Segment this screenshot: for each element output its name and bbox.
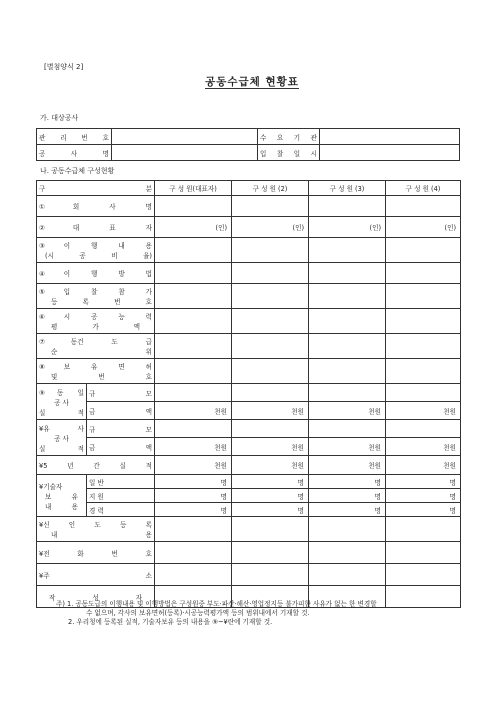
person-unit: 명 bbox=[232, 503, 309, 517]
mgmt-no-label: 관 리 번 호 bbox=[37, 129, 112, 145]
person-unit: 명 bbox=[386, 489, 461, 503]
company-cell[interactable] bbox=[155, 196, 232, 217]
note-1a: 주) 1. 공동도급의 이행내용 및 이행방법은 구성원중 부도·파산·해산·영업정지등 불가피한 사유가 없는 한 변경할 bbox=[56, 600, 377, 608]
scale-label: 규 모 bbox=[87, 420, 155, 438]
similar-work-label: ¥유 사 공 사 실 적 bbox=[37, 420, 87, 456]
note-1b: 수 없으며, 각사의 보유면허(등록)·시공능력평가액 등의 범위내에서 기재할 것. bbox=[86, 609, 310, 617]
bid-reg-cell[interactable] bbox=[386, 284, 461, 309]
phone-cell[interactable] bbox=[155, 542, 232, 564]
section-a-heading: 가. 대상공사 bbox=[40, 114, 79, 122]
perf-cell[interactable] bbox=[155, 238, 232, 263]
bid-reg-cell[interactable] bbox=[155, 284, 232, 309]
credit-rank-label: ⑦동건 도 급 순 위 bbox=[37, 334, 155, 359]
phone-label: ¥전 화 번 호 bbox=[37, 542, 155, 564]
tech-support-label: 지 원 bbox=[87, 489, 155, 503]
won-unit: 천원 bbox=[386, 438, 461, 456]
author-label: 작 성 자 bbox=[37, 586, 155, 608]
license-cell[interactable] bbox=[155, 359, 232, 384]
phone-cell[interactable] bbox=[309, 542, 386, 564]
address-cell[interactable] bbox=[386, 564, 461, 586]
won-unit: 천원 bbox=[386, 402, 461, 420]
license-cell[interactable] bbox=[386, 359, 461, 384]
method-cell[interactable] bbox=[386, 263, 461, 284]
person-unit: 명 bbox=[309, 475, 386, 489]
address-label: ¥주 소 bbox=[37, 564, 155, 586]
demand-agency-label: 수 요 기 관 bbox=[258, 129, 320, 145]
method-cell[interactable] bbox=[309, 263, 386, 284]
seal-mark: (인) bbox=[155, 217, 232, 238]
project-info-table bbox=[36, 128, 460, 161]
credit-cell[interactable] bbox=[386, 334, 461, 359]
license-cell[interactable] bbox=[309, 359, 386, 384]
person-unit: 명 bbox=[309, 503, 386, 517]
bid-reg-cell[interactable] bbox=[309, 284, 386, 309]
person-unit: 명 bbox=[232, 489, 309, 503]
similar-scale-cell[interactable] bbox=[232, 420, 309, 438]
amount-label: 금 액 bbox=[87, 438, 155, 456]
won-unit: 천원 bbox=[232, 438, 309, 456]
method-label: ④이 행 방 법 bbox=[37, 263, 155, 284]
seal-mark: (인) bbox=[309, 217, 386, 238]
credit-cell[interactable] bbox=[155, 334, 232, 359]
capacity-cell[interactable] bbox=[309, 309, 386, 334]
won-unit: 천원 bbox=[232, 402, 309, 420]
credit-cell[interactable] bbox=[232, 334, 309, 359]
similar-scale-cell[interactable] bbox=[155, 420, 232, 438]
won-unit: 천원 bbox=[309, 438, 386, 456]
seal-mark: (인) bbox=[386, 217, 461, 238]
credit-grade-cell[interactable] bbox=[309, 517, 386, 542]
perf-cell[interactable] bbox=[386, 238, 461, 263]
tech-career-label: 경 력 bbox=[87, 503, 155, 517]
credit-grade-label: ¥신 인 도 등 록 내 용 bbox=[37, 517, 155, 542]
page-title: 공동수급체 현황표 bbox=[205, 76, 299, 88]
consortium-table bbox=[36, 180, 461, 608]
person-unit: 명 bbox=[386, 503, 461, 517]
capacity-cell[interactable] bbox=[386, 309, 461, 334]
scale-label: 규 모 bbox=[87, 384, 155, 402]
address-cell[interactable] bbox=[309, 564, 386, 586]
author-cell[interactable] bbox=[386, 586, 461, 608]
person-unit: 명 bbox=[155, 489, 232, 503]
company-label: ①회 사 명 bbox=[37, 196, 155, 217]
won-unit: 천원 bbox=[232, 456, 309, 475]
col-header-1: 구 성 원(대표자) bbox=[155, 181, 232, 196]
won-unit: 천원 bbox=[386, 456, 461, 475]
note-2: 2. 우리청에 등록된 실적, 기술자보유 등의 내용을 ⑨~¥란에 기재할 것. bbox=[68, 618, 273, 626]
perf-cell[interactable] bbox=[309, 238, 386, 263]
address-cell[interactable] bbox=[155, 564, 232, 586]
bid-reg-cell[interactable] bbox=[232, 284, 309, 309]
won-unit: 천원 bbox=[155, 438, 232, 456]
section-b-heading: 나. 공동수급체 구성현황 bbox=[40, 167, 115, 175]
company-cell[interactable] bbox=[309, 196, 386, 217]
title-underline bbox=[205, 88, 299, 89]
same-scale-cell[interactable] bbox=[155, 384, 232, 402]
form-label: [별첨양식 2] bbox=[44, 63, 84, 71]
license-label: ⑧보 유 면 허 및 번 호 bbox=[37, 359, 155, 384]
won-unit: 천원 bbox=[155, 402, 232, 420]
credit-cell[interactable] bbox=[309, 334, 386, 359]
tech-general-label: 일 반 bbox=[87, 475, 155, 489]
capacity-label: ⑥시 공 능 력 평 가 액 bbox=[37, 309, 155, 334]
credit-grade-cell[interactable] bbox=[155, 517, 232, 542]
person-unit: 명 bbox=[155, 475, 232, 489]
bid-date-label: 입 찰 일 시 bbox=[258, 145, 320, 161]
person-unit: 명 bbox=[386, 475, 461, 489]
perf-ratio-label: ③이 행 내 용 (시 공 비 율) bbox=[37, 238, 155, 263]
same-scale-cell[interactable] bbox=[309, 384, 386, 402]
capacity-cell[interactable] bbox=[232, 309, 309, 334]
col-header-4: 구 성 원 (4) bbox=[386, 181, 461, 196]
method-cell[interactable] bbox=[155, 263, 232, 284]
won-unit: 천원 bbox=[309, 456, 386, 475]
same-scale-cell[interactable] bbox=[386, 384, 461, 402]
similar-scale-cell[interactable] bbox=[309, 420, 386, 438]
person-unit: 명 bbox=[309, 489, 386, 503]
capacity-cell[interactable] bbox=[155, 309, 232, 334]
project-name-field[interactable] bbox=[112, 145, 258, 161]
five-year-label: ¥5 년 간 실 적 bbox=[37, 456, 155, 475]
bid-date-field[interactable] bbox=[320, 145, 460, 161]
corner-label: 구 분 bbox=[37, 181, 155, 196]
notes bbox=[56, 600, 377, 627]
project-name-label: 공 사 명 bbox=[37, 145, 112, 161]
credit-grade-cell[interactable] bbox=[232, 517, 309, 542]
seal-mark: (인) bbox=[232, 217, 309, 238]
bid-reg-label: ⑤입 찰 참 가 등 록 번 호 bbox=[37, 284, 155, 309]
mgmt-no-field[interactable] bbox=[112, 129, 258, 145]
person-unit: 명 bbox=[232, 475, 309, 489]
same-scale-cell[interactable] bbox=[232, 384, 309, 402]
col-header-2: 구 성 원 (2) bbox=[232, 181, 309, 196]
company-cell[interactable] bbox=[386, 196, 461, 217]
same-work-label: ⑨동 일 공 사 실 적 bbox=[37, 384, 87, 420]
won-unit: 천원 bbox=[155, 456, 232, 475]
company-cell[interactable] bbox=[232, 196, 309, 217]
similar-scale-cell[interactable] bbox=[386, 420, 461, 438]
col-header-3: 구 성 원 (3) bbox=[309, 181, 386, 196]
method-cell[interactable] bbox=[232, 263, 309, 284]
perf-cell[interactable] bbox=[232, 238, 309, 263]
license-cell[interactable] bbox=[232, 359, 309, 384]
credit-grade-cell[interactable] bbox=[386, 517, 461, 542]
person-unit: 명 bbox=[155, 503, 232, 517]
rep-label: ②대 표 자 bbox=[37, 217, 155, 238]
won-unit: 천원 bbox=[309, 402, 386, 420]
tech-label: ¥기술자 보 유 내 용 bbox=[37, 475, 87, 517]
address-cell[interactable] bbox=[232, 564, 309, 586]
phone-cell[interactable] bbox=[232, 542, 309, 564]
amount-label: 금 액 bbox=[87, 402, 155, 420]
demand-agency-field[interactable] bbox=[320, 129, 460, 145]
phone-cell[interactable] bbox=[386, 542, 461, 564]
